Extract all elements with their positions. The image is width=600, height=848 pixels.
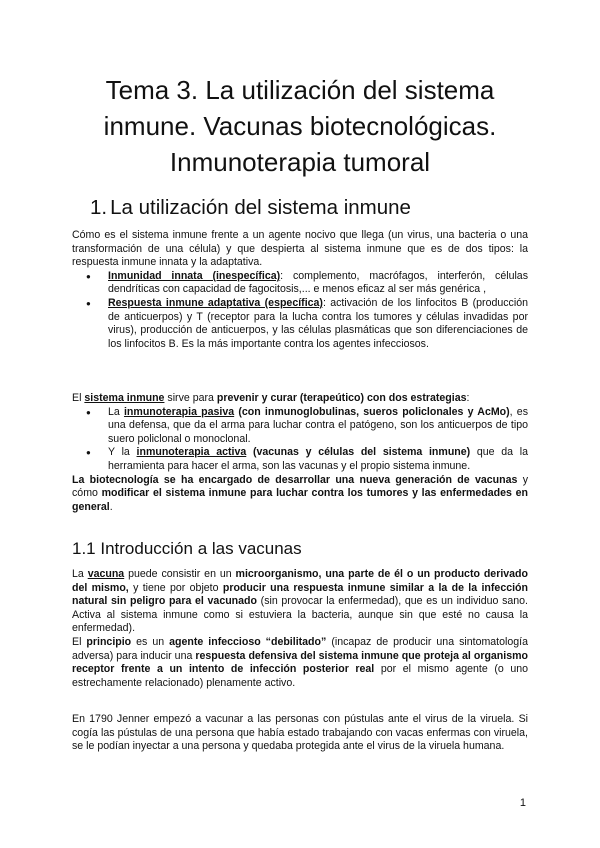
jenner-paragraph: En 1790 Jenner empezó a vacunar a las personas con pústulas ante el virus de la viruela. Si cogía las pústulas de una persona que había estado trabajando con vacas enfermas con viruela, se le podían inyectar a una persona y quedaba protegida ante el virus de la viruela humana. [72, 713, 528, 753]
text-bold: agente infeccioso “debilitado” [169, 635, 327, 648]
strategies-list [72, 406, 528, 474]
list-item-text: , es una defensa, que da el arma para luchar contra el patógeno, son los anticuerpos de tipo suero policlonal o monoclonal. [108, 405, 528, 445]
page-number: 1 [519, 797, 526, 809]
list-item [72, 297, 528, 351]
text-bold: (con inmunoglobulinas, sueros policlonales y AcMo) [234, 405, 510, 418]
text-bold: respuesta defensiva del sistema inmune que proteja al organismo receptor frente a un intento de infección posterior real [72, 649, 529, 676]
text-span: El [72, 635, 87, 648]
title-line-2: inmune. Vacunas biotecnológicas. [103, 111, 497, 141]
list-item [72, 406, 528, 447]
text-bold: producir una respuesta inmune similar a la de la infección natural sin peligro para el vacunado [72, 581, 528, 608]
list-item [72, 270, 528, 297]
text-span: La [108, 405, 124, 418]
text-span: por el mismo agente (o uno estrechamente relacionado) plenamente activo. [72, 663, 529, 689]
vaccine-paragraph [72, 568, 528, 636]
text-bold: principio [86, 635, 132, 648]
text-span: es un [131, 635, 170, 648]
list-item [72, 446, 528, 473]
list-item-text: : complemento, macrófagos, interferón, células dendríticas con capacidad de fagocitosis,... e menos eficaz al ser más genérica , [108, 269, 528, 296]
strategies-intro [72, 392, 528, 406]
section-1-heading [90, 196, 411, 220]
principle-paragraph [72, 636, 528, 690]
text-span: Y la [108, 446, 137, 459]
list-item-text: que da la herramienta para hacer el arma, son las vacunas y el propio sistema inmune. [108, 446, 528, 472]
document-title [40, 72, 560, 180]
list-item-term: inmunoterapia pasiva [123, 405, 235, 418]
text-bold: modificar el sistema inmune para luchar contra los tumores y las enfermedades en general [72, 487, 528, 513]
text-bold: (vacunas y células del sistema inmune) [246, 446, 471, 459]
section-1-body [72, 229, 528, 351]
text-span: (sin provocar la enfermedad), que es un individuo sano. Activa al sistema inmune como si estuviera la bacteria, aunque sin que esté no causa la enfermedad). [72, 595, 528, 635]
text-bold: microorganismo, una parte de él o un producto derivado del mismo, [72, 568, 528, 594]
text-span: . [109, 500, 113, 513]
strategies-body [72, 392, 528, 514]
list-item-term: inmunoterapia activa [136, 446, 247, 459]
section-1-1-body [72, 568, 528, 690]
text-span: La [72, 568, 88, 580]
section-1-heading-text: La utilización del sistema inmune [110, 196, 411, 219]
section-1-number: 1. [90, 196, 108, 219]
section-1-1-heading: 1.1 Introducción a las vacunas [72, 539, 302, 558]
list-item-text: : activación de los linfocitos B (producción de anticuerpos) y T (receptor para la lucha contra los tumores y células invadidas por virus), producción de anticuerpos, y las células plasmáticas que son diferenciaciones de los linfocitos B. Es la más importante contra los agentes infecciosos. [108, 296, 528, 350]
text-span: : [466, 392, 470, 404]
text-span: puede consistir en un [124, 568, 236, 580]
text-span: (incapaz de producir una sintomatología adversa) para inducir una [72, 635, 528, 662]
text-term: vacuna [87, 568, 125, 580]
list-item-term: Respuesta inmune adaptativa (específica) [108, 296, 323, 309]
intro-paragraph: Cómo es el sistema inmune frente a un agente nocivo que llega (un virus, una bacteria o una transformación de una célula) y que despierta al sistema inmune que es de dos tipos: la respuesta inmune innata y la adaptativa. [72, 229, 528, 269]
text-span: sirve para [164, 392, 217, 404]
text-bold: prevenir y curar (terapeútico) con dos estrategias [216, 392, 467, 404]
text-term: sistema inmune [84, 392, 165, 404]
title-line-1: Tema 3. La utilización del sistema [105, 75, 495, 105]
immunity-types-list [72, 270, 528, 352]
title-line-3: Inmunoterapia tumoral [169, 147, 431, 177]
text-span: El [72, 392, 85, 404]
text-span: y tiene por objeto [128, 581, 223, 594]
biotech-paragraph [72, 474, 528, 515]
list-item-term: Inmunidad innata (inespecífica) [108, 269, 281, 282]
text-span: y cómo [72, 473, 528, 500]
jenner-body [72, 713, 528, 754]
text-bold: La biotecnología se ha encargado de desarrollar una nueva generación de vacunas [72, 473, 518, 486]
